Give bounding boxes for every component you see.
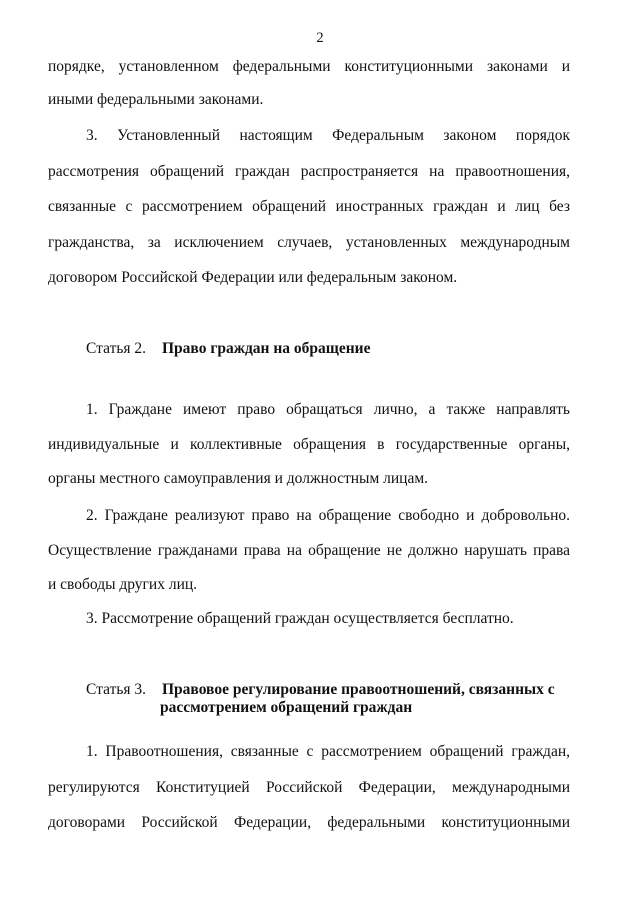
text-line: и свободы других лиц. (48, 576, 198, 593)
text-line: рассмотрения обращений граждан распространяется на правоотношения, (48, 163, 570, 180)
text-line: 1. Правоотношения, связанные с рассмотрением обращений граждан, (86, 743, 570, 760)
text-line: связанные с рассмотрением обращений иностранных граждан и лиц без (48, 198, 570, 215)
text-line: иными федеральными законами. (48, 91, 264, 108)
text-line: органы местного самоуправления и должностным лицам. (48, 470, 429, 487)
text-line: порядке, установленном федеральными конституционными законами и (48, 58, 570, 75)
text-line: 2. Граждане реализуют право на обращение свободно и добровольно. (86, 507, 570, 524)
article-title-continued: рассмотрением обращений граждан (160, 699, 413, 716)
text-line: договором Российской Федерации или федеральным законом. (48, 269, 458, 286)
article-number: Статья 2. (86, 340, 147, 357)
text-line: регулируются Конституцией Российской Федерации, международными (48, 779, 570, 796)
article-title: Право граждан на обращение (162, 340, 371, 357)
article-2-heading (86, 339, 570, 359)
text-line: гражданства, за исключением случаев, установленных международным (48, 234, 570, 251)
article-title: Правовое регулирование правоотношений, связанных с (162, 681, 555, 698)
text-line: индивидуальные и коллективные обращения в государственные органы, (48, 436, 570, 453)
page-number: 2 (316, 30, 324, 46)
article-number: Статья 3. (86, 681, 147, 698)
article-3-heading (86, 680, 570, 700)
text-line: 3. Установленный настоящим Федеральным законом порядок (86, 127, 570, 144)
text-line: договорами Российской Федерации, федеральными конституционными (48, 814, 570, 831)
text-line: 1. Граждане имеют право обращаться лично, а также направлять (86, 401, 570, 418)
text-line: 3. Рассмотрение обращений граждан осуществляется бесплатно. (86, 610, 514, 627)
text-line: Осуществление гражданами права на обращение не должно нарушать права (48, 542, 570, 559)
